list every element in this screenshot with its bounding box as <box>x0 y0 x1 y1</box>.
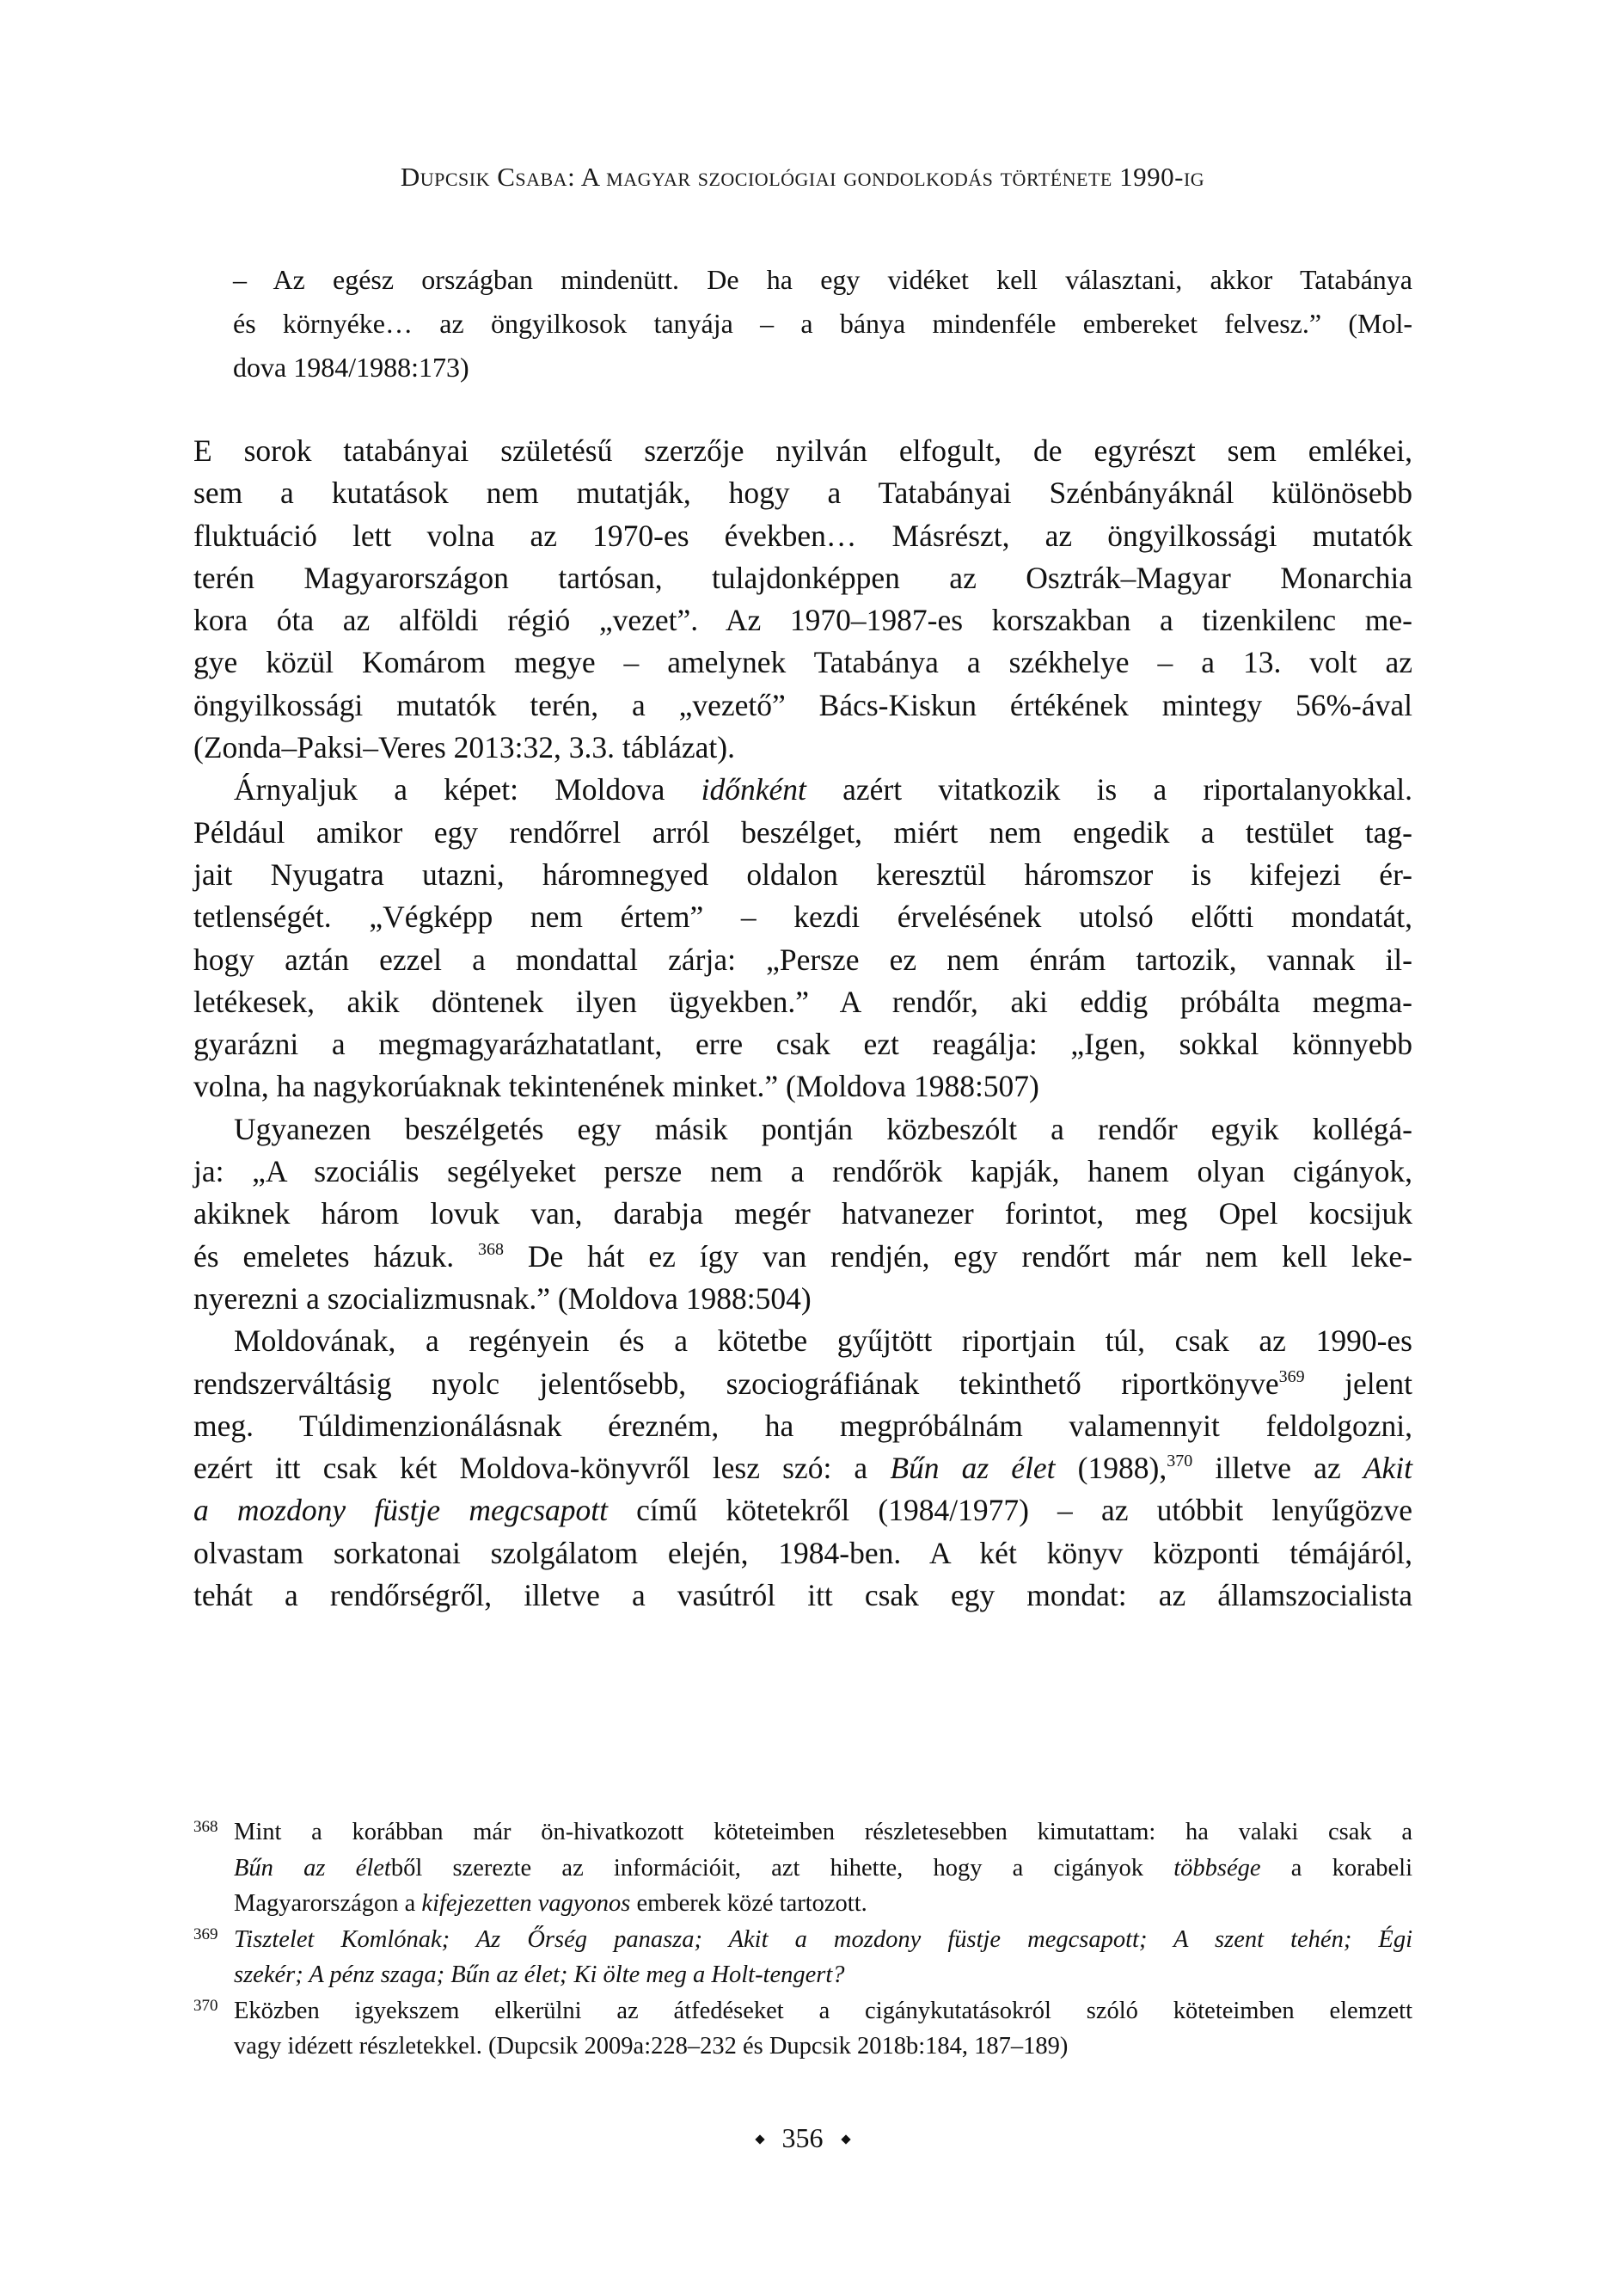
footnote-line: Magyarországon a kifejezetten vagyonos emberek közé tartozott. <box>234 1890 867 1917</box>
book-title: a mozdony füstje megcsapott <box>193 1493 609 1528</box>
footnote-number: 368 <box>193 1818 218 1836</box>
text-line: olvastam sorkatonai szolgálatom elején, 1984-ben. A két könyv központi témájáról, <box>193 1535 1412 1570</box>
diamond-bullet-icon <box>841 2134 850 2144</box>
footnote-number: 369 <box>193 1925 218 1943</box>
paragraph-3-first-line: Ugyanezen beszélgetés egy másik pontján közbeszólt a rendőr egyik kollégá- <box>234 1111 1412 1146</box>
footnote-number: 370 <box>193 1996 218 2015</box>
paragraph-1 <box>193 430 1412 1617</box>
text-line: kora óta az alföldi régió „vezet”. Az 1970–1987-es korszakban a tizenkilenc me- <box>193 603 1412 638</box>
text-line: letékesek, akik döntenek ilyen ügyekben.” A rendőr, aki eddig próbálta megma- <box>193 984 1412 1019</box>
page-number-value: 356 <box>781 2122 824 2153</box>
text-line: fluktuáció lett volna az 1970-es években… Másrészt, az öngyilkossági mutatók <box>193 518 1412 553</box>
text-line: a mozdony füstje megcsapott című kötetekről (1984/1977) – az utóbbit lenyűgözve <box>193 1493 1413 1528</box>
text-line: jait Nyugatra utazni, háromnegyed oldalon keresztül háromszor is kifejezi ér- <box>193 856 1412 892</box>
text-line: terén Magyarországon tartósan, tulajdonképpen az Osztrák–Magyar Monarchia <box>193 560 1412 595</box>
footnote-369 <box>193 1922 1412 1993</box>
running-head: Dupcsik Csaba: A magyar szociológiai gondolkodás története 1990-ig <box>400 162 1205 192</box>
text-line: gye közül Komárom megye – amelynek Tatabánya a székhelye – a 13. volt az <box>193 645 1412 680</box>
book-title: Bűn az élet <box>890 1451 1056 1486</box>
text-line: tetlenségét. „Végképp nem értem” – kezdi érvelésének utolsó előtti mondatát, <box>193 899 1412 935</box>
footnote-line: Tisztelet Komlónak; Az Őrség panasza; Akit a mozdony füstje megcsapott; A szent tehén; Égi <box>234 1925 1412 1953</box>
text-line: és emeletes házuk. $^{368}$ De hát ez így van rendjén, egy rendőrt már nem kell leke- <box>193 1238 1412 1274</box>
text-line: ezért itt csak két Moldova-könyvről lesz szó: a Bűn az élet (1988),$^{370}$ illetve az Akit <box>193 1451 1412 1486</box>
block-quote <box>233 258 1412 390</box>
text-line: E sorok tatabányai születésű szerzője nyilván elfogult, de egyrészt sem emlékei, <box>193 433 1412 468</box>
text-line: tehát a rendőrségről, illetve a vasútról itt csak egy mondat: az államszocialista <box>193 1578 1412 1613</box>
quote-line: és környéke… az öngyilkosok tanyája – a bánya mindenféle embereket felvesz.” (Mol- <box>233 308 1412 339</box>
text-line: Például amikor egy rendőrrel arról beszélget, miért nem engedik a testület tag- <box>193 814 1412 850</box>
page-number <box>0 2122 1605 2154</box>
emphasis: időnként <box>701 772 806 807</box>
quote-line: – Az egész országban mindenütt. De ha egy vidéket kell választani, akkor Tatabánya <box>233 264 1412 295</box>
text-line: rendszerváltásig nyolc jelentősebb, szociográfiának tekinthető riportkönyve$^{369}$ jelent <box>193 1366 1412 1401</box>
paragraph-4-first-line: Moldovának, a regényein és a kötetbe gyűjtött riportjain túl, csak az 1990-es <box>234 1323 1412 1359</box>
text-line: hogy aztán ezzel a mondattal zárja: „Persze ez nem énrám tartozik, vannak il- <box>193 942 1412 977</box>
text-line: gyarázni a megmagyarázhatatlant, erre csak ezt reagálja: „Igen, sokkal könnyebb <box>193 1027 1412 1062</box>
footnote-ref-370[interactable]: 370 <box>1167 1452 1193 1471</box>
footnote-line: szekér; A pénz szaga; Bűn az élet; Ki ölte meg a Holt-tengert? <box>234 1961 845 1988</box>
text-line: öngyilkossági mutatók terén, a „vezető” Bács-Kiskun értékének mintegy 56%-ával <box>193 687 1412 722</box>
quote-line: dova 1984/1988:173) <box>233 352 469 383</box>
text-line: akiknek három lovuk van, darabja megér hatvanezer forintot, meg Opel kocsijuk <box>193 1196 1412 1231</box>
text-line: (Zonda–Paksi–Veres 2013:32, 3.3. táblázat). <box>193 730 735 765</box>
text-line: ja: „A szociális segélyeket persze nem a rendőrök kapják, hanem olyan cigányok, <box>193 1154 1412 1189</box>
text-line: nyerezni a szocializmusnak.” (Moldova 1988:504) <box>193 1280 812 1316</box>
footnote-line: Bűn az életből szerezte az információit, azt hihette, hogy a cigányok többsége a korabeli <box>234 1854 1413 1882</box>
footnote-ref-368[interactable]: 368 <box>478 1239 505 1259</box>
paragraph-2-first-line: Árnyaljuk a képet: Moldova időnként azért vitatkozik is a riportalanyokkal. <box>234 772 1412 807</box>
footnote-368 <box>193 1814 1412 1922</box>
footnote-370 <box>193 1993 1412 2065</box>
text-line: meg. Túldimenzionálásnak érezném, ha megpróbálnám valamennyit feldolgozni, <box>193 1408 1412 1443</box>
footnote-line: Eközben igyekszem elkerülni az átfedéseket a cigánykutatásokról szóló köteteimben elemzett <box>234 1997 1412 2024</box>
footnote-ref-369[interactable]: 369 <box>1278 1366 1305 1386</box>
text-line: volna, ha nagykorúaknak tekintenének minket.” (Moldova 1988:507) <box>193 1069 1039 1104</box>
book-title: Akit <box>1363 1451 1412 1486</box>
text-line: sem a kutatások nem mutatják, hogy a Tatabányai Szénbányáknál különösebb <box>193 476 1412 511</box>
footnote-line: Mint a korábban már ön-hivatkozott köteteimben részletesebben kimutattam: ha valaki csak a <box>234 1819 1412 1845</box>
diamond-bullet-icon <box>755 2134 764 2144</box>
footnote-line: vagy idézett részletekkel. (Dupcsik 2009a:228–232 és Dupcsik 2018b:184, 187–189) <box>234 2033 1069 2060</box>
footnotes <box>193 1814 1412 2065</box>
